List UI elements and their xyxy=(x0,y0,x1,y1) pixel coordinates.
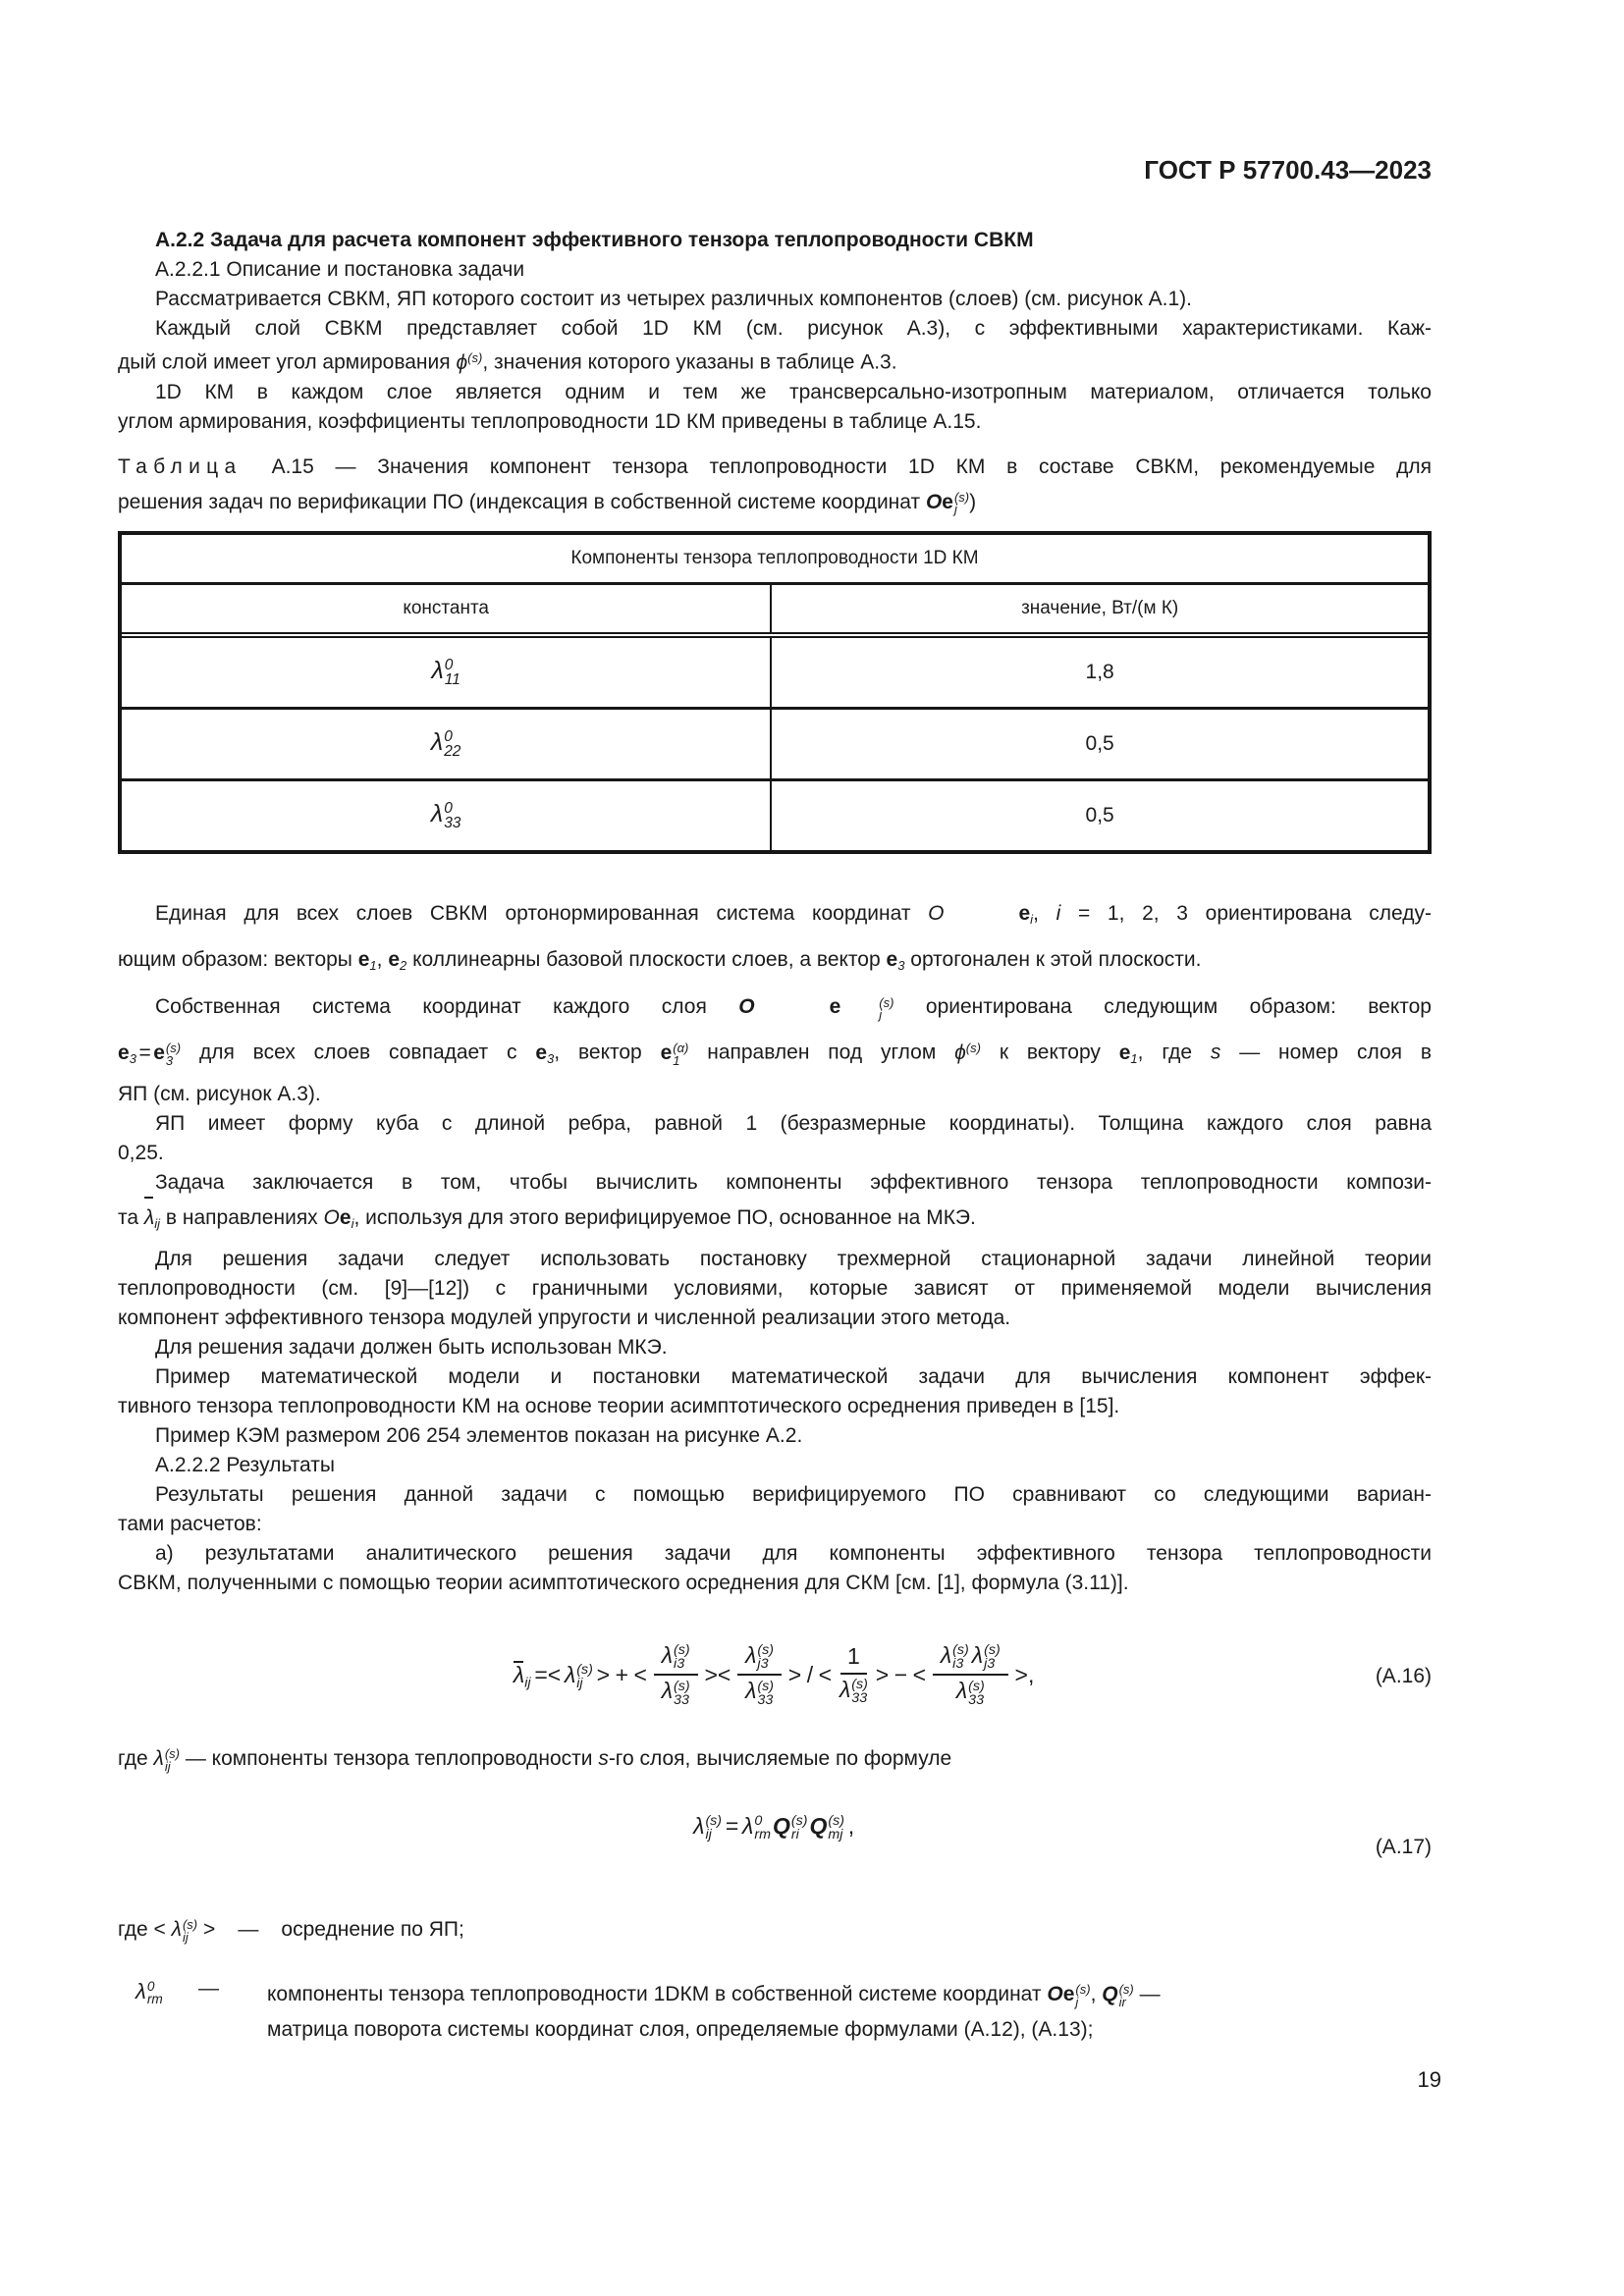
table-caption xyxy=(118,453,1432,523)
text-span: , где xyxy=(1137,1041,1211,1064)
italic-span: i xyxy=(1056,901,1061,925)
page-number: 19 xyxy=(1417,2067,1441,2092)
text-span: решения задач по верификации ПО (индексация в собственной системе координат xyxy=(118,490,926,513)
paragraph-example-model xyxy=(118,1362,1432,1421)
italic-span: s xyxy=(1210,1041,1221,1064)
formula-a17 xyxy=(692,1813,857,1842)
text-line xyxy=(118,1139,1432,1168)
text-line xyxy=(118,893,1432,940)
text-span: Задача заключается в том, чтобы вычислить компоненты эффективного тензора теплопроводности компози- xyxy=(155,1170,1432,1194)
math-symbol: $\lambda_{ij}$ xyxy=(513,1661,531,1690)
math-symbol: $e_i$ xyxy=(339,1205,354,1231)
text-span: а) результатами аналитического решения задачи для компоненты эффективного тензора теплопроводности xyxy=(155,1541,1432,1565)
text-span: ющим образом: векторы xyxy=(118,948,358,972)
text-span: компонент эффективного тензора модулей упругости и численной реализации этого метода. xyxy=(118,1306,1011,1329)
paragraph-unified-coords xyxy=(118,893,1432,988)
text-line xyxy=(118,1304,1432,1333)
lambda-rm-term xyxy=(135,1977,198,2048)
text-span: — номер слоя в xyxy=(1220,1041,1432,1064)
formula-a16 xyxy=(513,1641,1037,1709)
paragraph-kem xyxy=(118,1421,1432,1451)
text-span: ) xyxy=(969,490,977,513)
math-symbol: λ (s) 33 xyxy=(661,1678,690,1708)
table-body xyxy=(122,638,1428,850)
paragraph-fem xyxy=(118,1333,1432,1362)
text-span: Пример математической модели и постановки математической задачи для вычисления компонент эффек- xyxy=(155,1364,1432,1388)
paragraph-own-coords xyxy=(118,987,1432,1108)
text-span: Для решения задачи должен быть использован МКЭ. xyxy=(155,1335,668,1359)
math-symbol: $e_3$ xyxy=(886,948,905,974)
definition-text xyxy=(267,1977,1432,2048)
text-span: направлен под углом xyxy=(688,1041,955,1064)
formula-a16-label: (А.16) xyxy=(1375,1664,1432,1687)
text-line xyxy=(118,1333,1432,1362)
math-symbol: $e_2$ xyxy=(388,948,407,974)
paragraph-variant-a xyxy=(118,1539,1432,1598)
paragraph-intro-1 xyxy=(118,285,1432,314)
text-line xyxy=(118,1245,1432,1274)
math-operator: + xyxy=(615,1661,629,1687)
math-symbol: λ 0 33 xyxy=(430,799,461,832)
math-operator: >, xyxy=(1014,1661,1035,1687)
text-line xyxy=(118,939,1432,987)
math-symbol: λ (s) i3 xyxy=(661,1641,690,1673)
text-line xyxy=(118,1539,1432,1569)
text-span: углом армирования, коэффициенты теплопроводности 1D КМ приведены в таблице А.15. xyxy=(118,409,982,433)
math-symbol: $e_i$ xyxy=(1018,901,1034,927)
text-span: 1 xyxy=(847,1642,860,1669)
letterspaced-span: Таблица xyxy=(118,454,243,478)
math-symbol: $e_3$ xyxy=(535,1041,555,1066)
math-symbol: e (s) j xyxy=(942,489,970,517)
math-symbol: e (s) j xyxy=(1062,1981,1091,2009)
text-line xyxy=(118,1392,1432,1421)
table-cell-constant xyxy=(122,710,772,778)
text-span: та xyxy=(118,1205,144,1229)
paragraph-task xyxy=(118,1168,1432,1245)
text-line xyxy=(118,1028,1432,1079)
text-line xyxy=(267,2012,1432,2048)
page-content xyxy=(118,155,1432,2048)
text-span: СВКМ, полученными с помощью теории асимптотического осреднения для СКМ [см. [1], формула (3.11)]. xyxy=(118,1571,1129,1594)
text-span: коллинеарны базовой плоскости слоев, а вектор xyxy=(406,948,887,972)
text-line xyxy=(118,1421,1432,1451)
math-symbol: λ 0 rm xyxy=(135,1978,163,2007)
math-symbol: λ (s) 33 xyxy=(745,1678,775,1708)
math-symbol: e (s) j xyxy=(829,994,894,1023)
formula-a16-row xyxy=(118,1618,1432,1735)
table-row xyxy=(122,638,1428,710)
math-symbol: λ (s) j3 xyxy=(971,1641,1001,1673)
table-cell-constant xyxy=(122,781,772,850)
text-line xyxy=(267,1977,1432,2012)
text-line xyxy=(118,1109,1432,1139)
text-line xyxy=(118,1274,1432,1304)
math-symbol: $e_3$ xyxy=(118,1041,136,1066)
definition-dash: — xyxy=(198,1976,219,2000)
formula-a17-label: (А.17) xyxy=(1375,1836,1432,1859)
math-operator: > xyxy=(596,1661,611,1687)
text-span: , xyxy=(1090,1982,1103,2005)
table-column-headers xyxy=(122,585,1428,638)
italic-span: O xyxy=(323,1205,340,1229)
math-symbol: $e_1$ xyxy=(1118,1041,1138,1066)
math-symbol: λ 0 rm xyxy=(742,1812,771,1843)
bold-italic-span: O xyxy=(925,490,943,513)
text-span: , xyxy=(376,948,389,972)
text-line xyxy=(118,1198,1432,1245)
math-symbol: e (s) 3 xyxy=(153,1041,182,1068)
text-span: ортогонален к этой плоскости. xyxy=(904,948,1202,972)
text-line xyxy=(118,453,1432,482)
text-line xyxy=(118,407,1432,437)
fraction xyxy=(933,1642,1008,1707)
table-a15 xyxy=(118,531,1432,854)
table-cell-value: 0,5 xyxy=(1085,731,1114,755)
math-symbol: λ (s) ij xyxy=(564,1661,593,1692)
paragraph-cube xyxy=(118,1109,1432,1168)
table-row xyxy=(122,710,1428,781)
fraction xyxy=(737,1642,782,1707)
heading-a222 xyxy=(118,1451,1432,1480)
math-symbol: e (α) 1 xyxy=(660,1041,689,1068)
math-operator: >< xyxy=(704,1661,731,1687)
math-operator: < xyxy=(633,1661,647,1687)
text-span: Собственная система координат каждого слоя xyxy=(155,995,739,1019)
italic-span: O xyxy=(928,901,945,925)
math-symbol: λ (s) ij xyxy=(693,1812,723,1843)
text-line xyxy=(118,314,1432,344)
math-symbol: λ 0 22 xyxy=(430,727,461,761)
text-span: = 1, 2, 3 ориентирована следу- xyxy=(1060,901,1433,925)
math-operator: < xyxy=(818,1661,833,1687)
text-span: — компоненты тензора теплопроводности xyxy=(180,1746,599,1770)
math-operator: < xyxy=(912,1661,927,1687)
math-symbol: λ 0 11 xyxy=(431,656,460,689)
math-symbol: λ (s) j3 xyxy=(745,1641,775,1673)
text-span: ориентирована следующим образом: вектор xyxy=(893,995,1432,1019)
text-span: > xyxy=(197,1917,216,1941)
text-line xyxy=(118,1451,1432,1480)
column-header-value: значение, Вт/(м К) xyxy=(1021,597,1179,618)
math-operator: = xyxy=(138,1041,151,1064)
text-span: матрица поворота системы координат слоя, определяемые формулами (А.12), (А.13); xyxy=(267,2017,1094,2041)
text-span: , используя для этого верифицируемое ПО, основанное на МКЭ. xyxy=(353,1205,976,1229)
text-span: дый слой имеет угол армирования xyxy=(118,350,457,374)
text-line xyxy=(118,1080,1432,1109)
table-title: Компоненты тензора теплопроводности 1D КМ xyxy=(122,535,1428,585)
math-symbol: λ (s) ij xyxy=(171,1916,198,1945)
paragraph-intro-2 xyxy=(118,314,1432,378)
text-span: ЯП имеет форму куба с длиной ребра, равной 1 (безразмерные координаты). Толщина каждого слоя равна xyxy=(155,1111,1432,1135)
text-span: Результаты решения данной задачи с помощью верифицируемого ПО сравнивают со следующими вариан- xyxy=(155,1482,1432,1506)
where-averaging xyxy=(118,1910,1432,1949)
math-operator: − xyxy=(893,1661,908,1687)
math-operator: , xyxy=(847,1812,855,1839)
math-operator: =< xyxy=(534,1661,562,1687)
text-span: 0,25. xyxy=(118,1141,164,1164)
text-line xyxy=(118,1569,1432,1598)
math-symbol: $e_1$ xyxy=(357,948,377,974)
text-line xyxy=(118,285,1432,314)
table-cell-value: 1,8 xyxy=(1085,660,1114,683)
text-span: тами расчетов: xyxy=(118,1512,262,1535)
text-line xyxy=(118,482,1432,523)
heading-a22: А.2.2 Задача для расчета компонент эффективного тензора теплопроводности СВКМ xyxy=(155,229,1034,251)
paragraph-intro-3 xyxy=(118,378,1432,437)
bold-italic-span: O xyxy=(738,995,755,1019)
column-header-constant: константа xyxy=(122,585,772,632)
text-line xyxy=(118,1510,1432,1539)
text-span: ЯП (см. рисунок А.3). xyxy=(118,1082,321,1105)
text-span: теплопроводности (см. [9]—[12]) с граничными условиями, которые зависят от применяемой модели вычисления xyxy=(118,1276,1432,1300)
text-span: где < xyxy=(118,1917,172,1941)
definition-lambda-rm xyxy=(118,1977,1432,2048)
table-cell-constant xyxy=(122,638,772,707)
text-line xyxy=(118,1168,1432,1198)
text-span: компоненты тензора теплопроводности 1DКМ в собственной системе координат xyxy=(267,1982,1048,2005)
math-symbol: Q (s) ri xyxy=(772,1812,808,1843)
doc-code: ГОСТ Р 57700.43—2023 xyxy=(1144,155,1432,185)
text-span: Для решения задачи следует использовать постановку трехмерной стационарной задачи линейной теории xyxy=(155,1247,1432,1270)
text-line xyxy=(118,378,1432,407)
where-lambda-s xyxy=(118,1741,1432,1777)
text-span: — xyxy=(1133,1982,1161,2005)
text-span: , значения которого указаны в таблице А.3. xyxy=(482,350,897,374)
paragraph-results xyxy=(118,1480,1432,1539)
text-span: Рассматривается СВКМ, ЯП которого состоит из четырех различных компонентов (слоев) (см. рисунок А.1). xyxy=(155,288,1192,310)
math-symbol: Q (s) mj xyxy=(809,1812,844,1843)
fraction xyxy=(839,1643,869,1705)
math-symbol: λ (s) 33 xyxy=(839,1676,868,1707)
formula-a17-row xyxy=(118,1792,1432,1863)
text-line xyxy=(118,1362,1432,1392)
text-span: — xyxy=(238,1917,259,1941)
italic-span: s xyxy=(598,1746,609,1770)
text-span: Единая для всех слоев СВКМ ортонормированная система координат xyxy=(155,901,929,925)
heading-a221: А.2.2.1 Описание и постановка задачи xyxy=(155,258,525,281)
text-span: Каждый слой СВКМ представляет собой 1D КМ (см. рисунок А.3), с эффективными характеристиками. Каж- xyxy=(155,317,1432,340)
text-line xyxy=(118,987,1432,1028)
text-span: А.2.2.2 Результаты xyxy=(155,1453,335,1476)
math-symbol: $\phi^{(s)}$ xyxy=(456,350,483,374)
math-operator: > xyxy=(875,1661,890,1687)
text-span: для всех слоев совпадает с xyxy=(181,1041,536,1064)
text-span: Пример КЭМ размером 206 254 элементов показан на рисунке А.2. xyxy=(155,1423,803,1447)
text-line xyxy=(118,1480,1432,1510)
text-span: тивного тензора теплопроводности КМ на основе теории асимптотического осреднения приведен в [15]. xyxy=(118,1394,1120,1417)
text-span: осреднение по ЯП; xyxy=(281,1917,464,1941)
math-symbol: λ (s) i3 xyxy=(940,1641,969,1673)
bold-italic-span: O xyxy=(1047,1982,1063,2005)
math-symbol: $\lambda_{ij}$ xyxy=(144,1198,160,1245)
math-operator: / xyxy=(806,1661,814,1687)
text-span: , вектор xyxy=(554,1041,661,1064)
math-symbol: Q (s) ir xyxy=(1102,1981,1134,2009)
math-operator: = xyxy=(725,1812,739,1839)
table-cell-value: 0,5 xyxy=(1085,803,1114,827)
text-span: -го слоя, вычисляемые по формуле xyxy=(608,1746,952,1770)
fraction xyxy=(654,1642,698,1707)
text-span: в направлениях xyxy=(160,1205,324,1229)
text-span: 1D КМ в каждом слое является одним и тем же трансверсально-изотропным материалом, отличается только xyxy=(155,380,1432,403)
text-span: где xyxy=(118,1746,154,1770)
text-span: к вектору xyxy=(980,1041,1119,1064)
math-operator: > xyxy=(787,1661,802,1687)
text-line xyxy=(118,344,1432,378)
math-symbol: λ (s) 33 xyxy=(955,1678,985,1708)
table-row xyxy=(122,781,1428,850)
math-symbol: $\phi^{(s)}$ xyxy=(954,1041,981,1064)
paragraph-solution-setup xyxy=(118,1245,1432,1333)
text-span: , xyxy=(1033,901,1056,925)
text-span: А.15 — Значения компонент тензора теплопроводности 1D КМ в составе СВКМ, рекомендуемые для xyxy=(249,454,1432,478)
math-symbol: λ (s) ij xyxy=(153,1745,181,1774)
